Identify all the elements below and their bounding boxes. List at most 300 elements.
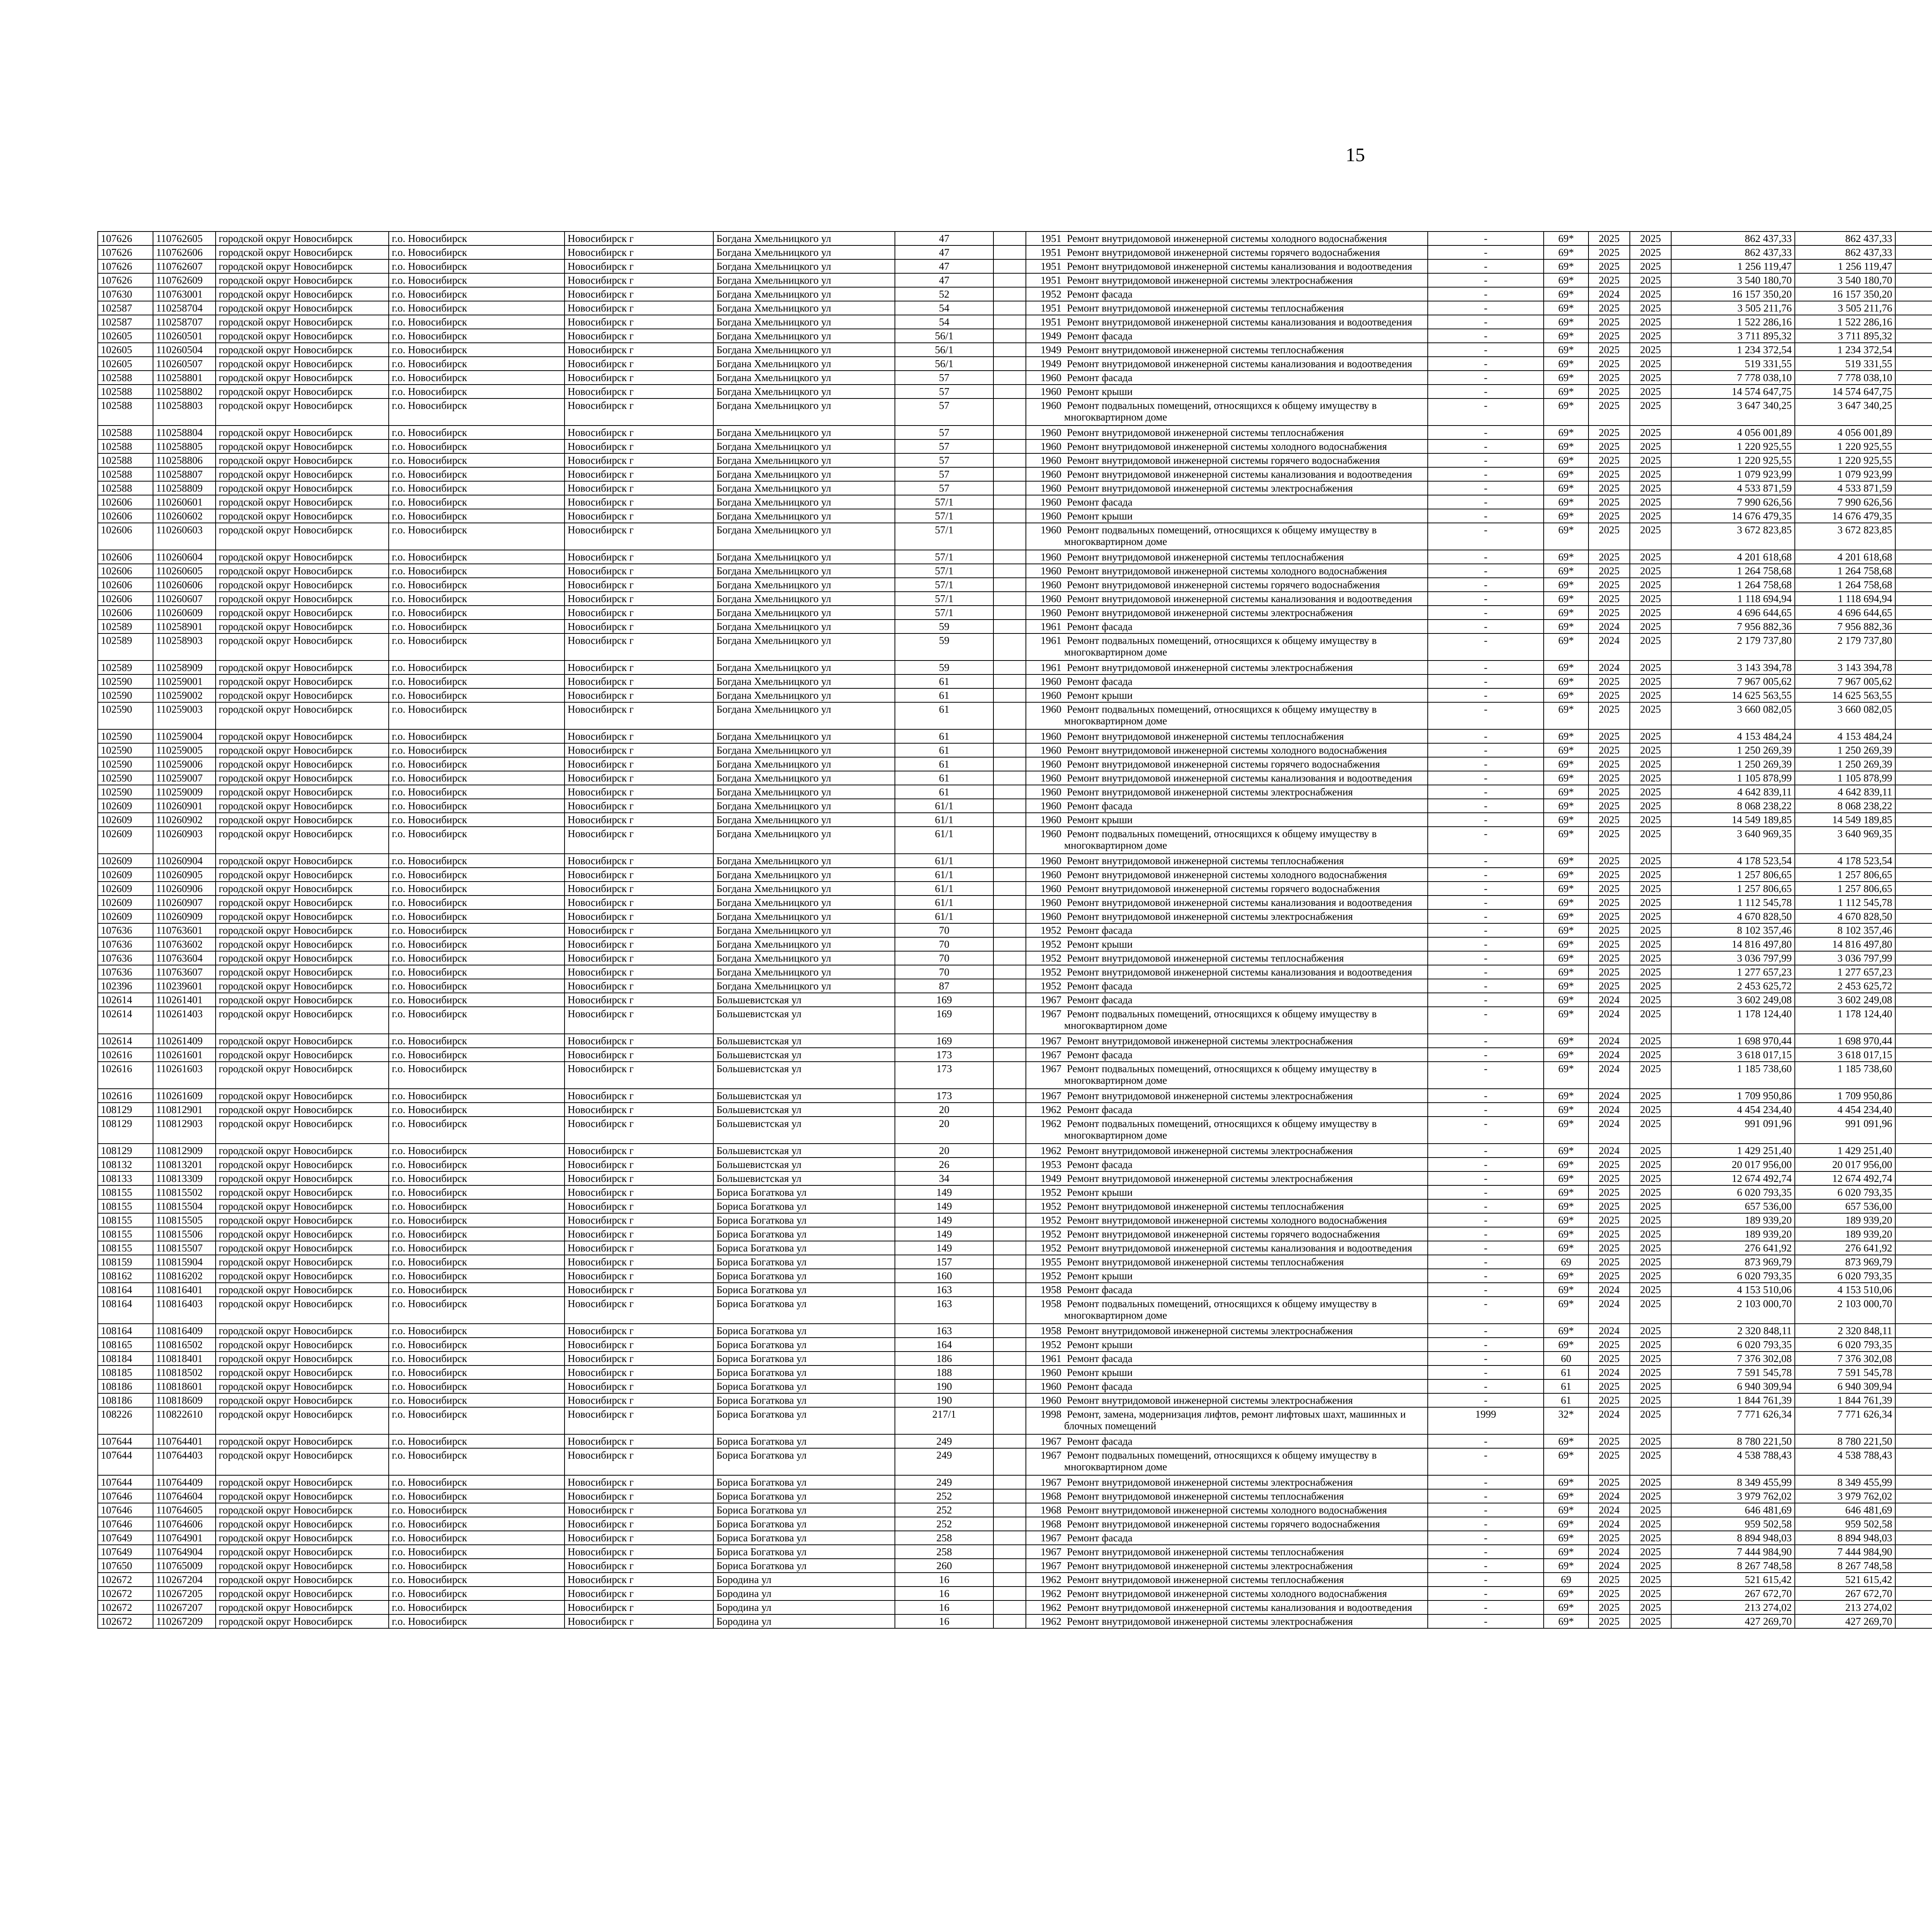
city-cell: Новосибирск г (565, 661, 713, 674)
work-id-cell: 110764605 (153, 1503, 216, 1517)
table-row (98, 674, 1932, 688)
work-id-cell: 110261401 (153, 993, 216, 1007)
table-row (98, 1297, 1932, 1324)
fund-cost-cell: 3 602 249,08 (1795, 993, 1895, 1007)
total-cost-cell: 14 625 563,55 (1671, 688, 1795, 702)
house-number-cell: 57/1 (895, 523, 993, 550)
total-cost-cell: 189 939,20 (1671, 1213, 1795, 1227)
house-number-cell: 249 (895, 1434, 993, 1448)
work-type: Ремонт фасада (1067, 496, 1133, 508)
year-and-work-cell (1026, 315, 1428, 329)
street-cell: Богдана Хмельницкого ул (713, 868, 895, 882)
building-cell (993, 1489, 1026, 1503)
district-cell: городской округ Новосибирск (216, 1531, 389, 1545)
house-id-cell: 102605 (98, 329, 153, 343)
house-number-cell: 57 (895, 385, 993, 398)
wear-percent-cell: 69* (1544, 357, 1588, 371)
city-cell: Новосибирск г (565, 1007, 713, 1034)
fund-cost-cell: 4 538 788,43 (1795, 1448, 1895, 1475)
house-number-cell: 61/1 (895, 896, 993, 909)
last-repair-year-cell: - (1428, 1545, 1544, 1559)
house-id-cell: 108164 (98, 1324, 153, 1338)
district-cell: городской округ Новосибирск (216, 1283, 389, 1297)
end-year-cell: 2025 (1630, 245, 1671, 259)
last-repair-year-cell: - (1428, 606, 1544, 620)
work-type: Ремонт крыши (1067, 386, 1133, 397)
house-number-cell: 47 (895, 273, 993, 287)
budget-cost-cell (1895, 827, 1932, 854)
house-number-cell: 87 (895, 979, 993, 993)
last-repair-year-cell: - (1428, 481, 1544, 495)
district-cell: городской округ Новосибирск (216, 1600, 389, 1614)
build-year: 1960 (1041, 1367, 1061, 1378)
municipality-cell: г.о. Новосибирск (389, 1559, 565, 1573)
year-and-work-cell (1026, 1324, 1428, 1338)
end-year-cell: 2025 (1630, 1587, 1671, 1600)
street-cell: Большевистская ул (713, 1034, 895, 1048)
city-cell: Новосибирск г (565, 329, 713, 343)
wear-percent-cell: 69* (1544, 1587, 1588, 1600)
house-id-cell: 107646 (98, 1489, 153, 1503)
house-number-cell: 56/1 (895, 329, 993, 343)
end-year-cell: 2025 (1630, 287, 1671, 301)
budget-cost-cell (1895, 1338, 1932, 1352)
wear-percent-cell: 69* (1544, 661, 1588, 674)
work-id-cell: 110763602 (153, 937, 216, 951)
city-cell: Новосибирск г (565, 896, 713, 909)
build-year: 1951 (1041, 316, 1061, 328)
table-row (98, 729, 1932, 743)
building-cell (993, 882, 1026, 896)
district-cell: городской округ Новосибирск (216, 426, 389, 439)
district-cell: городской округ Новосибирск (216, 633, 389, 661)
work-type: Ремонт подвальных помещений, относящихся к общему имуществу в многоквартирном доме (1064, 635, 1377, 658)
house-id-cell: 107626 (98, 245, 153, 259)
house-id-cell: 107649 (98, 1531, 153, 1545)
municipality-cell: г.о. Новосибирск (389, 757, 565, 771)
municipality-cell: г.о. Новосибирск (389, 1475, 565, 1489)
building-cell (993, 1241, 1026, 1255)
year-and-work-cell (1026, 1545, 1428, 1559)
building-cell (993, 1587, 1026, 1600)
year-and-work-cell (1026, 301, 1428, 315)
build-year: 1960 (1041, 897, 1061, 908)
start-year-cell: 2025 (1588, 509, 1630, 523)
house-id-cell: 102605 (98, 343, 153, 357)
start-year-cell: 2025 (1588, 785, 1630, 799)
street-cell: Большевистская ул (713, 993, 895, 1007)
year-and-work-cell (1026, 385, 1428, 398)
building-cell (993, 523, 1026, 550)
total-cost-cell: 14 816 497,80 (1671, 937, 1795, 951)
work-type: Ремонт внутридомовой инженерной системы холодного водоснабжения (1067, 565, 1387, 577)
start-year-cell: 2025 (1588, 1587, 1630, 1600)
municipality-cell: г.о. Новосибирск (389, 743, 565, 757)
district-cell: городской округ Новосибирск (216, 1393, 389, 1407)
street-cell: Бориса Богаткова ул (713, 1185, 895, 1199)
total-cost-cell: 7 444 984,90 (1671, 1545, 1795, 1559)
street-cell: Богдана Хмельницкого ул (713, 385, 895, 398)
end-year-cell: 2025 (1630, 509, 1671, 523)
fund-cost-cell: 1 112 545,78 (1795, 896, 1895, 909)
budget-cost-cell (1895, 1158, 1932, 1171)
start-year-cell: 2024 (1588, 620, 1630, 633)
total-cost-cell: 189 939,20 (1671, 1227, 1795, 1241)
total-cost-cell: 213 274,02 (1671, 1600, 1795, 1614)
build-year: 1952 (1041, 980, 1061, 992)
wear-percent-cell: 69* (1544, 398, 1588, 426)
street-cell: Бориса Богаткова ул (713, 1255, 895, 1269)
work-type: Ремонт внутридомовой инженерной системы электроснабжения (1067, 1090, 1353, 1102)
wear-percent-cell: 69* (1544, 979, 1588, 993)
work-id-cell: 110812909 (153, 1144, 216, 1158)
end-year-cell: 2025 (1630, 1600, 1671, 1614)
building-cell (993, 1103, 1026, 1117)
work-type: Ремонт внутридомовой инженерной системы холодного водоснабжения (1067, 1588, 1387, 1599)
city-cell: Новосибирск г (565, 1185, 713, 1199)
district-cell: городской округ Новосибирск (216, 1379, 389, 1393)
build-year: 1962 (1041, 1616, 1061, 1627)
build-year: 1961 (1041, 621, 1061, 632)
year-and-work-cell (1026, 965, 1428, 979)
end-year-cell: 2025 (1630, 1213, 1671, 1227)
district-cell: городской округ Новосибирск (216, 453, 389, 467)
total-cost-cell: 8 102 357,46 (1671, 923, 1795, 937)
fund-cost-cell: 8 894 948,03 (1795, 1531, 1895, 1545)
wear-percent-cell: 61 (1544, 1393, 1588, 1407)
building-cell (993, 799, 1026, 813)
house-id-cell: 108129 (98, 1144, 153, 1158)
table-row (98, 1144, 1932, 1158)
total-cost-cell: 3 036 797,99 (1671, 951, 1795, 965)
end-year-cell: 2025 (1630, 259, 1671, 273)
budget-cost-cell (1895, 1517, 1932, 1531)
work-id-cell: 110763604 (153, 951, 216, 965)
street-cell: Богдана Хмельницкого ул (713, 343, 895, 357)
work-type: Ремонт внутридомовой инженерной системы теплоснабжения (1067, 1574, 1344, 1585)
fund-cost-cell: 7 591 545,78 (1795, 1365, 1895, 1379)
year-and-work-cell (1026, 371, 1428, 385)
fund-cost-cell: 3 036 797,99 (1795, 951, 1895, 965)
district-cell: городской округ Новосибирск (216, 1545, 389, 1559)
wear-percent-cell: 69* (1544, 287, 1588, 301)
house-number-cell: 164 (895, 1338, 993, 1352)
street-cell: Богдана Хмельницкого ул (713, 453, 895, 467)
house-id-cell: 102396 (98, 979, 153, 993)
street-cell: Богдана Хмельницкого ул (713, 854, 895, 868)
last-repair-year-cell: - (1428, 771, 1544, 785)
work-type: Ремонт фасада (1067, 1353, 1133, 1364)
budget-cost-cell (1895, 509, 1932, 523)
city-cell: Новосибирск г (565, 1503, 713, 1517)
last-repair-year-cell: - (1428, 1199, 1544, 1213)
street-cell: Богдана Хмельницкого ул (713, 771, 895, 785)
table-row (98, 1448, 1932, 1475)
house-number-cell: 57 (895, 426, 993, 439)
fund-cost-cell: 3 640 969,35 (1795, 827, 1895, 854)
budget-cost-cell (1895, 564, 1932, 578)
municipality-cell: г.о. Новосибирск (389, 1393, 565, 1407)
city-cell: Новосибирск г (565, 674, 713, 688)
fund-cost-cell: 14 625 563,55 (1795, 688, 1895, 702)
district-cell: городской округ Новосибирск (216, 1255, 389, 1269)
wear-percent-cell: 69* (1544, 785, 1588, 799)
district-cell: городской округ Новосибирск (216, 757, 389, 771)
work-type: Ремонт подвальных помещений, относящихся к общему имуществу в многоквартирном доме (1064, 1118, 1377, 1141)
year-and-work-cell (1026, 923, 1428, 937)
year-and-work-cell (1026, 1559, 1428, 1573)
start-year-cell: 2025 (1588, 1475, 1630, 1489)
end-year-cell: 2025 (1630, 1324, 1671, 1338)
last-repair-year-cell: - (1428, 439, 1544, 453)
end-year-cell: 2025 (1630, 1434, 1671, 1448)
last-repair-year-cell: - (1428, 1324, 1544, 1338)
district-cell: городской округ Новосибирск (216, 578, 389, 592)
start-year-cell: 2025 (1588, 757, 1630, 771)
year-and-work-cell (1026, 1393, 1428, 1407)
street-cell: Богдана Хмельницкого ул (713, 426, 895, 439)
budget-cost-cell (1895, 729, 1932, 743)
house-number-cell: 169 (895, 1034, 993, 1048)
table-row (98, 1379, 1932, 1393)
budget-cost-cell (1895, 923, 1932, 937)
wear-percent-cell: 69* (1544, 1048, 1588, 1062)
fund-cost-cell: 4 056 001,89 (1795, 426, 1895, 439)
fund-cost-cell: 1 844 761,39 (1795, 1393, 1895, 1407)
start-year-cell: 2024 (1588, 633, 1630, 661)
work-id-cell: 110816409 (153, 1324, 216, 1338)
end-year-cell: 2025 (1630, 439, 1671, 453)
municipality-cell: г.о. Новосибирск (389, 923, 565, 937)
house-id-cell: 102614 (98, 1034, 153, 1048)
table-row (98, 1545, 1932, 1559)
end-year-cell: 2025 (1630, 315, 1671, 329)
district-cell: городской округ Новосибирск (216, 702, 389, 729)
district-cell: городской округ Новосибирск (216, 1338, 389, 1352)
build-year: 1967 (1041, 1435, 1061, 1447)
build-year: 1952 (1041, 966, 1061, 978)
work-id-cell: 110258704 (153, 301, 216, 315)
end-year-cell: 2025 (1630, 937, 1671, 951)
building-cell (993, 329, 1026, 343)
fund-cost-cell: 991 091,96 (1795, 1117, 1895, 1144)
work-id-cell: 110260603 (153, 523, 216, 550)
last-repair-year-cell: - (1428, 1614, 1544, 1628)
table-row (98, 1048, 1932, 1062)
house-number-cell: 169 (895, 1007, 993, 1034)
street-cell: Богдана Хмельницкого ул (713, 481, 895, 495)
end-year-cell: 2025 (1630, 1089, 1671, 1103)
work-id-cell: 110259007 (153, 771, 216, 785)
building-cell (993, 854, 1026, 868)
municipality-cell: г.о. Новосибирск (389, 426, 565, 439)
budget-cost-cell (1895, 799, 1932, 813)
start-year-cell: 2025 (1588, 1227, 1630, 1241)
table-row (98, 329, 1932, 343)
last-repair-year-cell: - (1428, 523, 1544, 550)
table-row (98, 868, 1932, 882)
house-id-cell: 102606 (98, 592, 153, 606)
fund-cost-cell: 4 454 234,40 (1795, 1103, 1895, 1117)
city-cell: Новосибирск г (565, 273, 713, 287)
table-row (98, 315, 1932, 329)
house-id-cell: 102588 (98, 398, 153, 426)
work-type: Ремонт внутридомовой инженерной системы электроснабжения (1067, 274, 1353, 286)
work-type: Ремонт внутридомовой инженерной системы канализования и водоотведения (1067, 468, 1412, 480)
building-cell (993, 1048, 1026, 1062)
wear-percent-cell: 69* (1544, 1213, 1588, 1227)
house-number-cell: 169 (895, 993, 993, 1007)
wear-percent-cell: 69* (1544, 702, 1588, 729)
last-repair-year-cell: - (1428, 799, 1544, 813)
city-cell: Новосибирск г (565, 523, 713, 550)
district-cell: городской округ Новосибирск (216, 937, 389, 951)
budget-cost-cell (1895, 343, 1932, 357)
house-number-cell: 61 (895, 757, 993, 771)
table-row (98, 1255, 1932, 1269)
budget-cost-cell (1895, 1407, 1932, 1434)
start-year-cell: 2025 (1588, 481, 1630, 495)
build-year: 1960 (1041, 468, 1061, 480)
house-id-cell: 108226 (98, 1407, 153, 1434)
table-row (98, 1117, 1932, 1144)
last-repair-year-cell: - (1428, 896, 1544, 909)
work-id-cell: 110258804 (153, 426, 216, 439)
end-year-cell: 2025 (1630, 674, 1671, 688)
city-cell: Новосибирск г (565, 827, 713, 854)
city-cell: Новосибирск г (565, 993, 713, 1007)
start-year-cell: 2025 (1588, 426, 1630, 439)
build-year: 1949 (1041, 330, 1061, 342)
budget-cost-cell (1895, 1352, 1932, 1365)
table-row (98, 827, 1932, 854)
end-year-cell: 2025 (1630, 854, 1671, 868)
fund-cost-cell: 1 257 806,65 (1795, 882, 1895, 896)
last-repair-year-cell: - (1428, 702, 1544, 729)
municipality-cell: г.о. Новосибирск (389, 385, 565, 398)
last-repair-year-cell: - (1428, 1241, 1544, 1255)
budget-cost-cell (1895, 1434, 1932, 1448)
end-year-cell: 2025 (1630, 1171, 1671, 1185)
municipality-cell: г.о. Новосибирск (389, 868, 565, 882)
city-cell: Новосибирск г (565, 1227, 713, 1241)
building-cell (993, 453, 1026, 467)
year-and-work-cell (1026, 827, 1428, 854)
house-id-cell: 102609 (98, 896, 153, 909)
work-id-cell: 110259005 (153, 743, 216, 757)
work-id-cell: 110763607 (153, 965, 216, 979)
house-id-cell: 102606 (98, 578, 153, 592)
start-year-cell: 2024 (1588, 1517, 1630, 1531)
total-cost-cell: 7 967 005,62 (1671, 674, 1795, 688)
house-id-cell: 108184 (98, 1352, 153, 1365)
last-repair-year-cell: - (1428, 674, 1544, 688)
budget-cost-cell (1895, 1531, 1932, 1545)
budget-cost-cell (1895, 937, 1932, 951)
wear-percent-cell: 69* (1544, 1559, 1588, 1573)
last-repair-year-cell: - (1428, 1269, 1544, 1283)
house-number-cell: 61/1 (895, 799, 993, 813)
year-and-work-cell (1026, 951, 1428, 965)
municipality-cell: г.о. Новосибирск (389, 343, 565, 357)
municipality-cell: г.о. Новосибирск (389, 1034, 565, 1048)
total-cost-cell: 2 103 000,70 (1671, 1297, 1795, 1324)
last-repair-year-cell: - (1428, 743, 1544, 757)
work-type: Ремонт внутридомовой инженерной системы канализования и водоотведения (1067, 358, 1412, 369)
end-year-cell: 2025 (1630, 343, 1671, 357)
start-year-cell: 2025 (1588, 743, 1630, 757)
city-cell: Новосибирск г (565, 1559, 713, 1573)
building-cell (993, 1227, 1026, 1241)
last-repair-year-cell: - (1428, 951, 1544, 965)
district-cell: городской округ Новосибирск (216, 1007, 389, 1034)
fund-cost-cell: 189 939,20 (1795, 1213, 1895, 1227)
wear-percent-cell: 69* (1544, 550, 1588, 564)
budget-cost-cell (1895, 688, 1932, 702)
work-type: Ремонт крыши (1067, 690, 1133, 701)
street-cell: Богдана Хмельницкого ул (713, 509, 895, 523)
house-id-cell: 108186 (98, 1379, 153, 1393)
building-cell (993, 1255, 1026, 1269)
total-cost-cell: 1 257 806,65 (1671, 868, 1795, 882)
district-cell: городской округ Новосибирск (216, 813, 389, 827)
start-year-cell: 2025 (1588, 1241, 1630, 1255)
city-cell: Новосибирск г (565, 1117, 713, 1144)
street-cell: Бориса Богаткова ул (713, 1393, 895, 1407)
wear-percent-cell: 69* (1544, 1007, 1588, 1034)
budget-cost-cell (1895, 1171, 1932, 1185)
fund-cost-cell: 6 020 793,35 (1795, 1269, 1895, 1283)
work-id-cell: 110762606 (153, 245, 216, 259)
budget-cost-cell (1895, 1573, 1932, 1587)
start-year-cell: 2024 (1588, 1103, 1630, 1117)
work-id-cell: 110259001 (153, 674, 216, 688)
wear-percent-cell: 69* (1544, 854, 1588, 868)
district-cell: городской округ Новосибирск (216, 785, 389, 799)
building-cell (993, 620, 1026, 633)
page-number: 15 (1345, 144, 1365, 165)
house-id-cell: 102606 (98, 564, 153, 578)
house-number-cell: 57 (895, 371, 993, 385)
build-year: 1958 (1041, 1325, 1061, 1336)
work-type: Ремонт внутридомовой инженерной системы теплоснабжения (1067, 1256, 1344, 1268)
end-year-cell: 2025 (1630, 1545, 1671, 1559)
house-id-cell: 107644 (98, 1434, 153, 1448)
total-cost-cell: 3 672 823,85 (1671, 523, 1795, 550)
work-type: Ремонт подвальных помещений, относящихся к общему имуществу в многоквартирном доме (1064, 400, 1377, 423)
district-cell: городской округ Новосибирск (216, 1241, 389, 1255)
municipality-cell: г.о. Новосибирск (389, 1573, 565, 1587)
year-and-work-cell (1026, 1365, 1428, 1379)
district-cell: городской округ Новосибирск (216, 606, 389, 620)
budget-cost-cell (1895, 1614, 1932, 1628)
street-cell: Богдана Хмельницкого ул (713, 743, 895, 757)
street-cell: Богдана Хмельницкого ул (713, 550, 895, 564)
year-and-work-cell (1026, 426, 1428, 439)
end-year-cell: 2025 (1630, 661, 1671, 674)
house-id-cell: 102672 (98, 1614, 153, 1628)
house-number-cell: 61 (895, 729, 993, 743)
building-cell (993, 1213, 1026, 1227)
budget-cost-cell (1895, 385, 1932, 398)
district-cell: городской округ Новосибирск (216, 329, 389, 343)
street-cell: Бориса Богаткова ул (713, 1559, 895, 1573)
building-cell (993, 1199, 1026, 1213)
end-year-cell: 2025 (1630, 771, 1671, 785)
table-row (98, 1503, 1932, 1517)
budget-cost-cell (1895, 315, 1932, 329)
house-id-cell: 102616 (98, 1089, 153, 1103)
